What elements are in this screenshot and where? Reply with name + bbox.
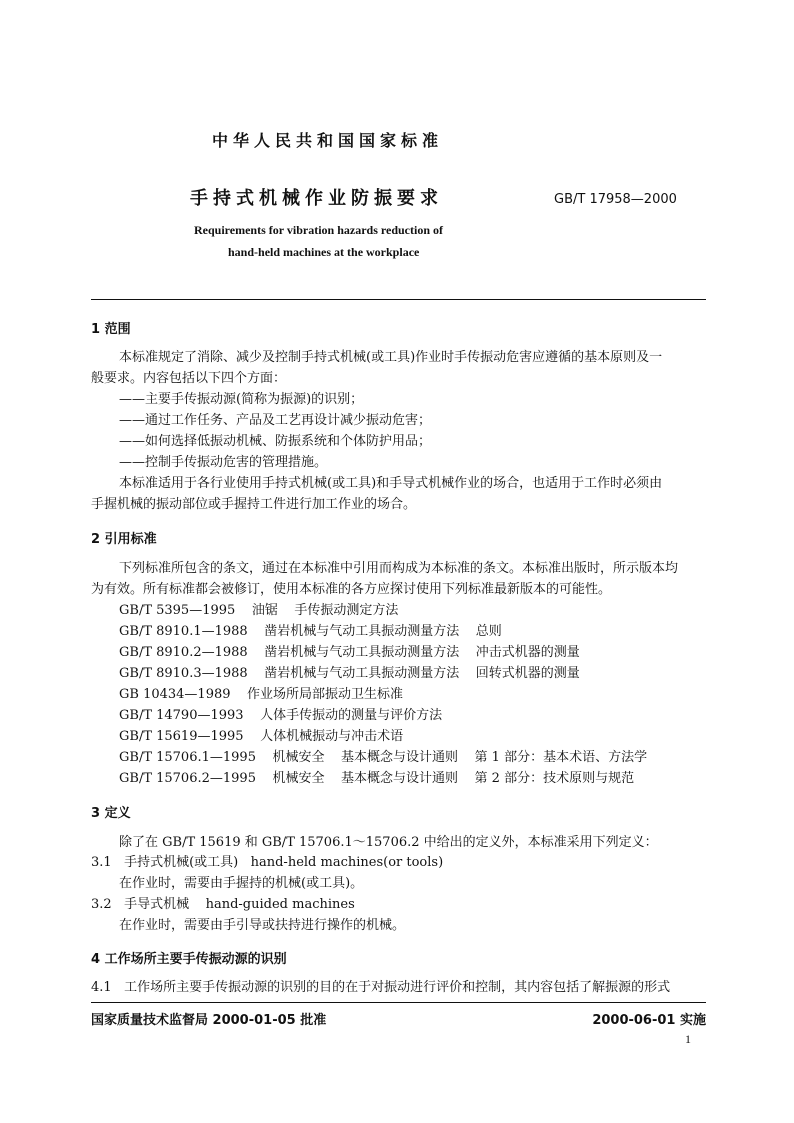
document-title-cn: 手持式机械作业防振要求 bbox=[190, 188, 443, 209]
effective-date: 2000-06-01 实施 bbox=[592, 1013, 706, 1028]
definition-3-1-term: 3.1 手持式机械(或工具) hand-held machines(or tools) bbox=[91, 855, 444, 870]
reference-standard: GB/T 15706.1—1995 机械安全 基本概念与设计通则 第 1 部分：基本术语、方法学 bbox=[119, 750, 648, 765]
standard-number: GB/T 17958—2000 bbox=[554, 192, 677, 207]
national-standard-title: 中华人民共和国国家标准 bbox=[212, 131, 444, 150]
section-1-list-item: ——如何选择低振动机械、防振系统和个体防护用品； bbox=[119, 434, 432, 449]
section-1-para2-line2: 手握机械的振动部位或手握持工件进行加工作业的场合。 bbox=[91, 497, 417, 512]
reference-standard: GB/T 8910.1—1988 凿岩机械与气动工具振动测量方法 总则 bbox=[119, 624, 502, 639]
header-divider bbox=[91, 299, 706, 300]
definition-3-2-term: 3.2 手导式机械 hand-guided machines bbox=[91, 897, 355, 912]
reference-standard: GB/T 8910.2—1988 凿岩机械与气动工具振动测量方法 冲击式机器的测量 bbox=[119, 645, 580, 660]
approval-line: 国家质量技术监督局 2000-01-05 批准 bbox=[91, 1013, 327, 1028]
reference-standard: GB/T 15706.2—1995 机械安全 基本概念与设计通则 第 2 部分：技术原则与规范 bbox=[119, 771, 635, 786]
section-4-heading: 4 工作场所主要手传振动源的识别 bbox=[91, 952, 287, 967]
section-1-para1-line1: 本标准规定了消除、减少及控制手持式机械(或工具)作业时手传振动危害应遵循的基本原则及一 bbox=[119, 350, 663, 365]
definition-3-2-text: 在作业时，需要由手引导或扶持进行操作的机械。 bbox=[119, 918, 406, 933]
reference-standard: GB/T 15619—1995 人体机械振动与冲击术语 bbox=[119, 729, 404, 744]
section-1-list-item: ——通过工作任务、产品及工艺再设计减少振动危害； bbox=[119, 413, 432, 428]
section-2-para-line2: 为有效。所有标准都会被修订，使用本标准的各方应探讨使用下列标准最新版本的可能性。 bbox=[91, 582, 612, 597]
section-4-1-text: 4.1 工作场所主要手传振动源的识别的目的在于对振动进行评价和控制，其内容包括了解振源的形式 bbox=[91, 980, 671, 995]
section-2-heading: 2 引用标准 bbox=[91, 532, 157, 547]
page-number: 1 bbox=[685, 1032, 691, 1046]
reference-standard: GB/T 5395—1995 油锯 手传振动测定方法 bbox=[119, 603, 399, 618]
section-1-para1-line2: 般要求。内容包括以下四个方面： bbox=[91, 371, 287, 386]
section-3-intro: 除了在 GB/T 15619 和 GB/T 15706.1～15706.2 中给出的定义外，本标准采用下列定义： bbox=[119, 835, 658, 850]
section-1-list-item: ——控制手传振动危害的管理措施。 bbox=[119, 455, 328, 470]
section-1-heading: 1 范围 bbox=[91, 322, 131, 337]
reference-standard: GB/T 14790—1993 人体手传振动的测量与评价方法 bbox=[119, 708, 443, 723]
section-1-para2-line1: 本标准适用于各行业使用手持式机械(或工具)和手导式机械作业的场合，也适用于工作时必须由 bbox=[119, 476, 663, 491]
section-1-list-item: ——主要手传振动源(简称为振源)的识别； bbox=[119, 392, 364, 407]
section-3-heading: 3 定义 bbox=[91, 806, 131, 821]
document-title-en-line1: Requirements for vibration hazards reduction of bbox=[194, 223, 443, 237]
reference-standard: GB 10434—1989 作业场所局部振动卫生标准 bbox=[119, 687, 404, 702]
definition-3-1-text: 在作业时，需要由手握持的机械(或工具)。 bbox=[119, 876, 364, 891]
reference-standard: GB/T 8910.3—1988 凿岩机械与气动工具振动测量方法 回转式机器的测量 bbox=[119, 666, 580, 681]
document-title-en-line2: hand-held machines at the workplace bbox=[228, 245, 420, 259]
section-2-para-line1: 下列标准所包含的条文，通过在本标准中引用而构成为本标准的条文。本标准出版时，所示版本均 bbox=[119, 561, 679, 576]
footer-divider bbox=[91, 1002, 706, 1003]
